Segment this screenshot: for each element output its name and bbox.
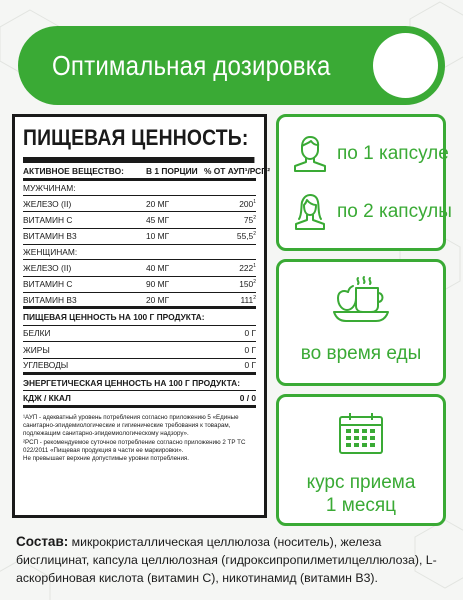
- women-dosage-text: по 2 капсулы: [337, 201, 452, 222]
- composition: [16, 533, 452, 587]
- per100-label: ПИЩЕВАЯ ЦЕННОСТЬ НА 100 Г ПРОДУКТА:: [23, 309, 256, 325]
- table-row: УГЛЕВОДЫ 0 Г: [23, 359, 256, 375]
- footnote-aup: ¹АУП - адекватный уровень потребления согласно приложению 5 «Единые санитарно-эпидемиологические и гигиенические требования к товарам, подлежащим санитарно-эпидемиологическому надзору».: [23, 413, 239, 438]
- course-line-1: курс приема: [306, 472, 416, 493]
- women-group-label: ЖЕНЩИНАМ:: [23, 245, 256, 260]
- header-per-portion: В 1 ПОРЦИИ: [146, 165, 198, 176]
- course-line-2: 1 месяц: [325, 495, 397, 516]
- table-row: ЖЕЛЕЗО (II) 40 МГ $222^1$: [23, 260, 256, 276]
- table-row: ВИТАМИН В3 10 МГ 55,5$^2$: [23, 229, 256, 245]
- header-percent: % ОТ АУП¹/РСП²: [204, 165, 271, 176]
- footnote-limit: Не превышает верхние допустимые уровни потребления.: [23, 455, 189, 463]
- course-card: [276, 394, 446, 526]
- meal-icon: [330, 274, 392, 326]
- footnote-rsp: ²РСП - рекомендуемое суточное потребление согласно приложению 2 ТР ТС 022/2011 «Пищевая продукция в части ее маркировки».: [23, 438, 246, 454]
- banner-circle: [373, 33, 438, 98]
- dosage-banner: [18, 26, 445, 105]
- footnotes: [23, 414, 256, 464]
- men-group-label: МУЖЧИНАМ:: [23, 181, 256, 196]
- course-text: [279, 471, 443, 517]
- table-header-row: [23, 163, 271, 181]
- composition-text: микрокристаллическая целлюлоза (носитель), железа бисглицинат, капсула целлюлозная (гидроксипропилметилцеллюлоза), L-аскорбиновая кислота (витамин С), никотинамид (витамин В3).: [16, 535, 437, 585]
- table-row: ВИТАМИН В3 20 МГ $111^2$: [23, 293, 256, 309]
- dosage-card: [276, 114, 452, 251]
- energy-row: КДЖ / ККАЛ 0 / 0: [23, 391, 256, 407]
- calendar-icon: [338, 411, 384, 455]
- man-icon: [293, 135, 327, 173]
- table-row: ЖИРЫ 0 Г: [23, 342, 256, 358]
- table-row: ВИТАМИН С 45 МГ $75^2$: [23, 212, 256, 228]
- men-dosage-text: по 1 капсуле: [337, 143, 449, 164]
- table-row: БЕЛКИ 0 Г: [23, 326, 256, 342]
- energy-label: ЭНЕРГЕТИЧЕСКАЯ ЦЕННОСТЬ НА 100 Г ПРОДУКТА:: [23, 375, 256, 391]
- women-dosage: [293, 193, 452, 231]
- composition-label: Состав:: [16, 534, 69, 549]
- header-substance: АКТИВНОЕ ВЕЩЕСТВО:: [23, 165, 124, 176]
- woman-icon: [293, 193, 327, 231]
- nutrition-title: ПИЩЕВАЯ ЦЕННОСТЬ:: [23, 123, 255, 163]
- men-dosage: [293, 135, 449, 173]
- table-row: ЖЕЛЕЗО (II) 20 МГ $200^1$: [23, 196, 256, 212]
- meal-card: [276, 259, 446, 386]
- table-row: ВИТАМИН С 90 МГ $150^2$: [23, 277, 256, 293]
- banner-title: Оптимальная дозировка: [52, 49, 331, 81]
- meal-text: во время еды: [300, 343, 422, 364]
- nutrition-facts-table: [12, 114, 271, 518]
